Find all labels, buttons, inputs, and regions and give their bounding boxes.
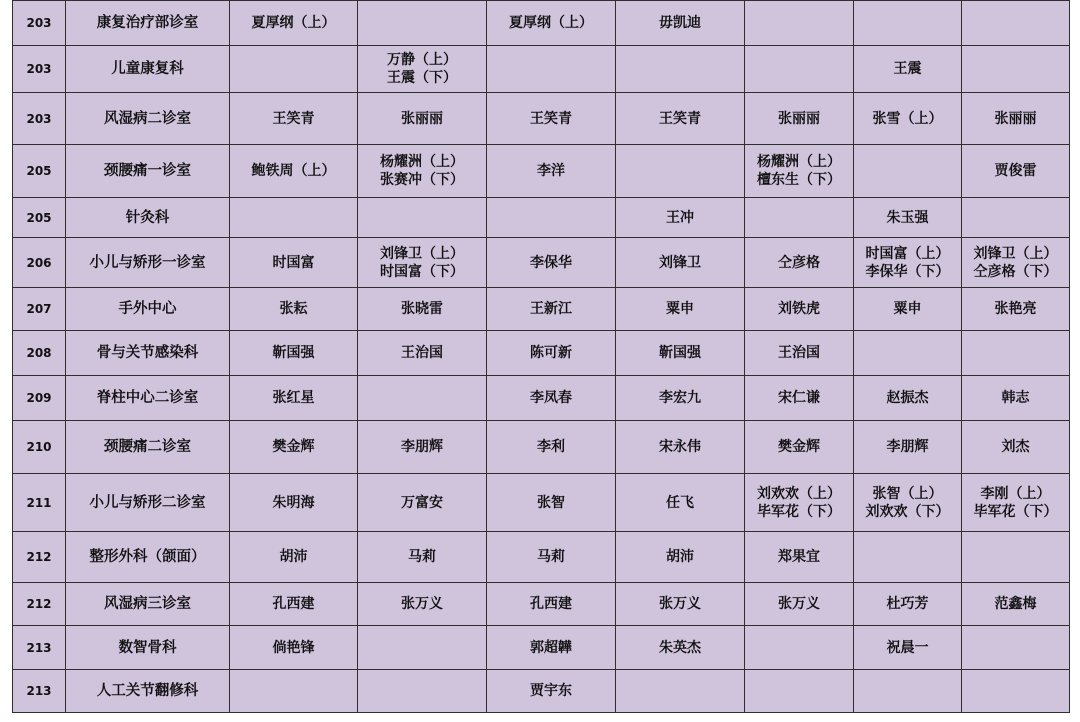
doctor-name: 张智（上） <box>872 485 943 502</box>
table-row <box>13 93 1070 145</box>
doctor-slot-cell <box>616 583 745 626</box>
department-cell: 康复治疗部诊室 <box>66 1 230 46</box>
doctor-name: 张万义 <box>778 596 820 612</box>
doctor-name: 李凤春 <box>530 390 572 406</box>
doctor-slot-cell <box>854 421 962 474</box>
doctor-name: 宋永伟 <box>659 439 701 455</box>
department-cell: 小儿与矫形一诊室 <box>66 238 230 288</box>
doctor-slot-cell <box>230 1 358 46</box>
doctor-slot-cell <box>487 288 616 331</box>
doctor-name: 时国富 <box>272 254 315 271</box>
doctor-slot-cell <box>230 198 358 238</box>
doctor-slot-cell <box>616 288 745 331</box>
doctor-slot-cell <box>962 288 1070 331</box>
doctor-slot-cell <box>616 1 745 46</box>
schedule-body <box>13 1 1070 713</box>
table-row <box>13 376 1070 421</box>
table-row <box>13 670 1070 713</box>
doctor-name: 刘锋卫（上） <box>973 245 1058 262</box>
room-number-cell: 205 <box>13 145 66 198</box>
department-cell: 人工关节翻修科 <box>66 670 230 713</box>
room-number-cell: 208 <box>13 331 66 376</box>
doctor-slot-cell <box>962 421 1070 474</box>
schedule-sheet <box>12 0 1069 722</box>
doctor-name: 杨耀洲（上） <box>380 154 464 170</box>
doctor-slot-cell <box>358 288 487 331</box>
doctor-slot-cell <box>487 532 616 583</box>
doctor-slot-cell <box>358 1 487 46</box>
doctor-name: 王震 <box>893 61 922 77</box>
doctor-slot-cell <box>962 238 1070 288</box>
doctor-slot-cell <box>962 1 1070 46</box>
department-cell: 儿童康复科 <box>66 46 230 93</box>
table-row <box>13 331 1070 376</box>
doctor-slot-cell <box>358 331 487 376</box>
doctor-slot-cell <box>745 1 854 46</box>
doctor-name: 贾俊雷 <box>994 163 1037 179</box>
doctor-slot-cell <box>745 198 854 238</box>
department-cell: 数智骨科 <box>66 626 230 670</box>
doctor-slot-cell <box>962 532 1070 583</box>
doctor-slot-cell <box>487 238 616 288</box>
doctor-name: 刘欢欢（上） <box>757 485 841 502</box>
doctor-name: 赵振杰 <box>886 390 929 406</box>
doctor-slot-cell <box>745 421 854 474</box>
doctor-name: 毕军花（下） <box>757 503 841 520</box>
doctor-name: 刘铁虎 <box>778 301 820 317</box>
doctor-slot-cell <box>962 145 1070 198</box>
department-cell: 小儿与矫形二诊室 <box>66 474 230 532</box>
doctor-name: 李洋 <box>537 163 565 179</box>
doctor-name: 粟申 <box>893 301 922 317</box>
doctor-slot-cell <box>616 421 745 474</box>
doctor-slot-cell <box>487 474 616 532</box>
doctor-name: 王震（下） <box>387 70 457 86</box>
doctor-name: 郑果宜 <box>778 549 820 565</box>
doctor-name: 李利 <box>537 439 565 455</box>
doctor-name: 李保华（下） <box>865 263 950 280</box>
doctor-name: 陈可新 <box>530 345 572 361</box>
doctor-name: 李刚（上） <box>980 485 1051 502</box>
doctor-slot-cell <box>358 474 487 532</box>
doctor-slot-cell <box>358 46 487 93</box>
doctor-name: 朱玉强 <box>886 209 929 226</box>
doctor-slot-cell <box>616 626 745 670</box>
department-cell: 风湿病二诊室 <box>66 93 230 145</box>
room-number-cell: 207 <box>13 288 66 331</box>
doctor-name: 王治国 <box>401 345 443 361</box>
doctor-name: 王治国 <box>778 345 820 361</box>
table-row <box>13 474 1070 532</box>
doctor-slot-cell <box>358 93 487 145</box>
doctor-slot-cell <box>745 532 854 583</box>
doctor-name: 张艳亮 <box>994 301 1037 317</box>
doctor-slot-cell <box>962 46 1070 93</box>
room-number-cell: 212 <box>13 532 66 583</box>
room-number-cell: 212 <box>13 583 66 626</box>
doctor-name: 张智 <box>537 494 565 511</box>
doctor-slot-cell <box>616 670 745 713</box>
room-number-cell: 213 <box>13 670 66 713</box>
doctor-name: 李朋辉 <box>886 439 929 455</box>
doctor-name: 张雪（上） <box>872 110 943 127</box>
doctor-name: 仝彦格 <box>778 254 820 271</box>
doctor-slot-cell <box>230 583 358 626</box>
doctor-slot-cell <box>487 670 616 713</box>
doctor-slot-cell <box>358 583 487 626</box>
room-number-cell: 206 <box>13 238 66 288</box>
doctor-slot-cell <box>745 474 854 532</box>
doctor-name: 张万义 <box>401 596 443 612</box>
doctor-name: 李宏九 <box>659 390 701 406</box>
doctor-slot-cell <box>230 474 358 532</box>
doctor-name: 孔西建 <box>272 596 315 612</box>
doctor-name: 张晓雷 <box>401 301 443 317</box>
doctor-slot-cell <box>358 376 487 421</box>
room-number-cell: 211 <box>13 474 66 532</box>
doctor-name: 朱明海 <box>272 494 315 511</box>
department-cell: 风湿病三诊室 <box>66 583 230 626</box>
doctor-name: 万静（上） <box>387 52 457 68</box>
doctor-slot-cell <box>487 46 616 93</box>
doctor-name: 王笑青 <box>659 110 701 127</box>
doctor-slot-cell <box>854 626 962 670</box>
doctor-slot-cell <box>230 93 358 145</box>
doctor-slot-cell <box>745 376 854 421</box>
doctor-name: 张丽丽 <box>994 110 1037 127</box>
doctor-name: 马莉 <box>537 549 565 565</box>
doctor-name: 夏厚纲（上） <box>251 15 336 31</box>
doctor-slot-cell <box>854 583 962 626</box>
doctor-name: 贾宇东 <box>530 683 572 699</box>
doctor-slot-cell <box>854 288 962 331</box>
doctor-slot-cell <box>230 670 358 713</box>
doctor-slot-cell <box>854 474 962 532</box>
doctor-slot-cell <box>358 238 487 288</box>
doctor-name: 张万义 <box>659 596 701 612</box>
doctor-slot-cell <box>487 583 616 626</box>
doctor-name: 倘艳锋 <box>272 639 315 656</box>
doctor-name: 张耘 <box>279 301 308 317</box>
doctor-name: 樊金辉 <box>778 439 820 455</box>
room-number-cell: 213 <box>13 626 66 670</box>
doctor-slot-cell <box>854 46 962 93</box>
doctor-slot-cell <box>230 532 358 583</box>
doctor-slot-cell <box>616 376 745 421</box>
doctor-slot-cell <box>230 288 358 331</box>
doctor-slot-cell <box>230 46 358 93</box>
table-row <box>13 288 1070 331</box>
doctor-slot-cell <box>962 93 1070 145</box>
doctor-slot-cell <box>487 1 616 46</box>
doctor-slot-cell <box>745 145 854 198</box>
doctor-name: 刘杰 <box>1001 439 1030 455</box>
doctor-name: 靳国强 <box>659 345 701 361</box>
table-row <box>13 421 1070 474</box>
room-number-cell: 205 <box>13 198 66 238</box>
doctor-slot-cell <box>230 376 358 421</box>
doctor-slot-cell <box>745 93 854 145</box>
doctor-name: 胡沛 <box>279 549 308 565</box>
doctor-slot-cell <box>745 670 854 713</box>
doctor-name: 胡沛 <box>666 549 694 565</box>
doctor-slot-cell <box>854 93 962 145</box>
doctor-slot-cell <box>616 474 745 532</box>
doctor-slot-cell <box>745 238 854 288</box>
doctor-slot-cell <box>962 626 1070 670</box>
doctor-name: 王笑青 <box>530 110 572 127</box>
doctor-slot-cell <box>854 198 962 238</box>
doctor-slot-cell <box>962 376 1070 421</box>
doctor-slot-cell <box>962 474 1070 532</box>
table-row <box>13 1 1070 46</box>
doctor-slot-cell <box>230 145 358 198</box>
doctor-slot-cell <box>616 331 745 376</box>
doctor-slot-cell <box>487 145 616 198</box>
doctor-slot-cell <box>745 583 854 626</box>
doctor-name: 范鑫梅 <box>994 596 1037 612</box>
doctor-slot-cell <box>358 198 487 238</box>
table-row <box>13 532 1070 583</box>
doctor-slot-cell <box>962 331 1070 376</box>
doctor-name: 张红星 <box>272 390 315 406</box>
doctor-slot-cell <box>745 46 854 93</box>
doctor-name: 杨耀洲（上） <box>757 154 841 170</box>
doctor-slot-cell <box>854 331 962 376</box>
doctor-name: 鲍铁周（上） <box>251 163 336 179</box>
doctor-name: 王笑青 <box>272 110 315 127</box>
doctor-slot-cell <box>616 46 745 93</box>
doctor-slot-cell <box>616 93 745 145</box>
table-row <box>13 145 1070 198</box>
doctor-slot-cell <box>854 670 962 713</box>
doctor-slot-cell <box>230 238 358 288</box>
doctor-slot-cell <box>616 145 745 198</box>
room-number-cell: 210 <box>13 421 66 474</box>
department-cell: 整形外科（颌面） <box>66 532 230 583</box>
room-number-cell: 203 <box>13 1 66 46</box>
doctor-name: 张赛冲（下） <box>380 172 464 188</box>
doctor-name: 宋仁谦 <box>778 390 820 406</box>
doctor-slot-cell <box>616 532 745 583</box>
doctor-name: 王新江 <box>530 301 572 317</box>
doctor-name: 王冲 <box>666 209 694 226</box>
doctor-slot-cell <box>487 421 616 474</box>
doctor-name: 李朋辉 <box>401 439 443 455</box>
doctor-slot-cell <box>854 238 962 288</box>
doctor-slot-cell <box>358 532 487 583</box>
doctor-name: 马莉 <box>408 549 436 565</box>
department-cell: 脊柱中心二诊室 <box>66 376 230 421</box>
table-row <box>13 238 1070 288</box>
table-row <box>13 583 1070 626</box>
doctor-name: 刘锋卫 <box>659 254 701 271</box>
doctor-slot-cell <box>616 198 745 238</box>
department-cell: 颈腰痛二诊室 <box>66 421 230 474</box>
doctor-name: 时国富（下） <box>380 263 464 280</box>
doctor-name: 李保华 <box>530 254 572 271</box>
doctor-slot-cell <box>745 331 854 376</box>
room-number-cell: 203 <box>13 93 66 145</box>
doctor-slot-cell <box>854 1 962 46</box>
doctor-name: 檀东生（下） <box>757 172 841 188</box>
doctor-slot-cell <box>487 331 616 376</box>
doctor-slot-cell <box>962 198 1070 238</box>
doctor-name: 祝晨一 <box>886 639 929 656</box>
doctor-name: 刘锋卫（上） <box>380 245 464 262</box>
doctor-name: 时国富（上） <box>865 245 950 262</box>
doctor-name: 刘欢欢（下） <box>865 503 950 520</box>
doctor-slot-cell <box>745 626 854 670</box>
table-row <box>13 626 1070 670</box>
table-row <box>13 46 1070 93</box>
doctor-name: 靳国强 <box>272 345 315 361</box>
department-cell: 颈腰痛一诊室 <box>66 145 230 198</box>
doctor-name: 张丽丽 <box>778 110 820 127</box>
doctor-slot-cell <box>230 331 358 376</box>
doctor-name: 粟申 <box>666 301 694 317</box>
doctor-slot-cell <box>358 421 487 474</box>
doctor-slot-cell <box>487 626 616 670</box>
doctor-slot-cell <box>487 198 616 238</box>
doctor-name: 任飞 <box>666 494 694 511</box>
doctor-slot-cell <box>358 670 487 713</box>
department-cell: 骨与关节感染科 <box>66 331 230 376</box>
doctor-slot-cell <box>962 670 1070 713</box>
doctor-slot-cell <box>358 145 487 198</box>
schedule-table <box>12 0 1070 713</box>
doctor-name: 韩志 <box>1001 390 1030 406</box>
doctor-slot-cell <box>230 626 358 670</box>
doctor-name: 张丽丽 <box>401 110 443 127</box>
doctor-name: 杜巧芳 <box>886 596 929 612</box>
department-cell: 手外中心 <box>66 288 230 331</box>
doctor-slot-cell <box>358 626 487 670</box>
doctor-slot-cell <box>854 145 962 198</box>
doctor-name: 郭超韡 <box>530 639 572 656</box>
table-row <box>13 198 1070 238</box>
doctor-name: 夏厚纲（上） <box>509 15 593 31</box>
room-number-cell: 203 <box>13 46 66 93</box>
doctor-slot-cell <box>230 421 358 474</box>
doctor-name: 毕军花（下） <box>973 503 1058 520</box>
doctor-slot-cell <box>745 288 854 331</box>
doctor-name: 毋凯迪 <box>659 15 701 31</box>
doctor-name: 樊金辉 <box>272 439 315 455</box>
room-number-cell: 209 <box>13 376 66 421</box>
doctor-name: 仝彦格（下） <box>973 263 1058 280</box>
doctor-name: 朱英杰 <box>659 639 701 656</box>
doctor-slot-cell <box>854 532 962 583</box>
doctor-name: 孔西建 <box>530 596 572 612</box>
doctor-slot-cell <box>616 238 745 288</box>
doctor-name: 万富安 <box>401 494 443 511</box>
doctor-slot-cell <box>487 376 616 421</box>
doctor-slot-cell <box>487 93 616 145</box>
department-cell: 针灸科 <box>66 198 230 238</box>
doctor-slot-cell <box>854 376 962 421</box>
doctor-slot-cell <box>962 583 1070 626</box>
